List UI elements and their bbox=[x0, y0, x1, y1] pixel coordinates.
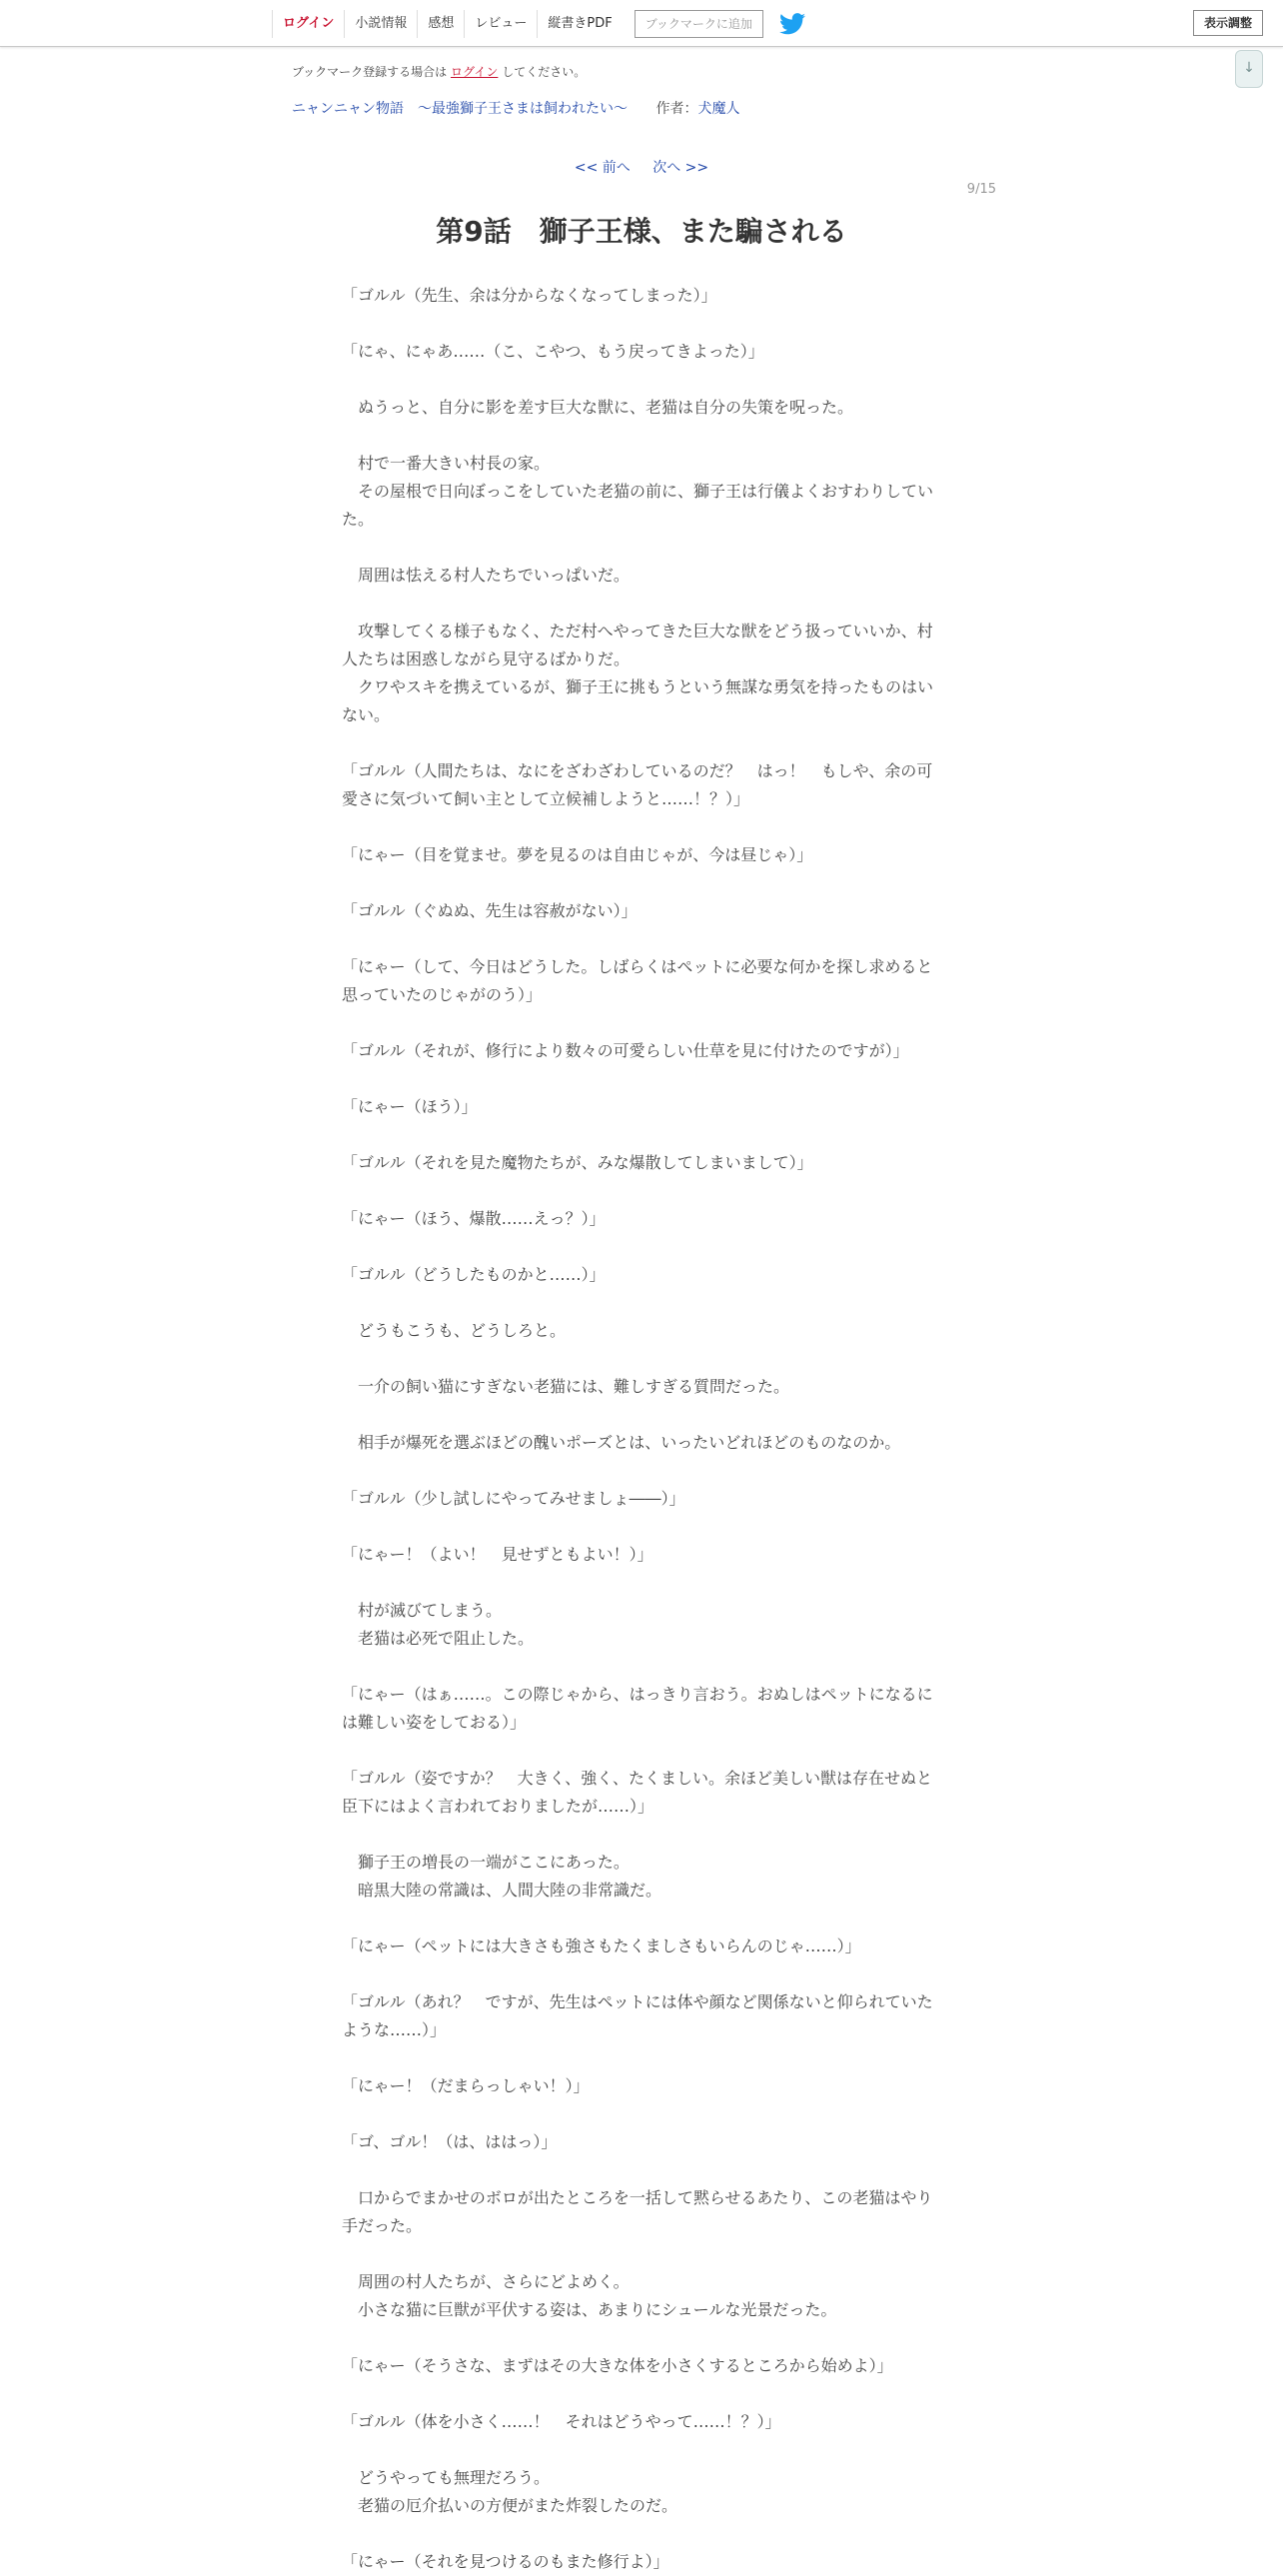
notice-login-link[interactable]: ログイン bbox=[451, 65, 499, 79]
blank-line bbox=[342, 1233, 937, 1261]
blank-line bbox=[342, 534, 937, 562]
series-title-link[interactable]: ニャンニャン物語 ～最強獅子王さまは飼われたい～ bbox=[292, 101, 628, 117]
notice-text-after: してください。 bbox=[502, 65, 587, 79]
body-paragraph: どうやっても無理だろう。 bbox=[342, 2468, 551, 2487]
chapter-title: 第9話 獅子王様、また騙される bbox=[436, 215, 847, 248]
body-paragraph: 「ゴルル（体を小さく……！ それはどうやって……！？）」 bbox=[342, 2412, 781, 2431]
blank-line bbox=[342, 1821, 937, 1849]
series-info bbox=[292, 98, 739, 118]
body-paragraph: 相手が爆死を選ぶほどの醜いポーズとは、いったいどれほどのものなのか。 bbox=[342, 1433, 901, 1452]
top-header bbox=[0, 0, 1283, 47]
body-paragraph: 「ゴルル（どうしたものかと……）」 bbox=[342, 1265, 606, 1284]
author-label: 作者： bbox=[655, 101, 698, 117]
blank-line bbox=[342, 422, 937, 450]
body-paragraph: ぬうっと、自分に影を差す巨大な獣に、老猫は自分の失策を呪った。 bbox=[342, 398, 854, 417]
blank-line bbox=[342, 1457, 937, 1485]
blank-line bbox=[342, 1401, 937, 1429]
blank-line bbox=[342, 1121, 937, 1149]
body-paragraph: 「にゃー（ほう）」 bbox=[342, 1097, 478, 1116]
blank-line bbox=[342, 1513, 937, 1541]
top-nav bbox=[272, 10, 807, 38]
blank-line bbox=[342, 1960, 937, 1988]
page-count: 9/15 bbox=[966, 182, 996, 197]
chapter-pager bbox=[0, 157, 1283, 177]
twitter-bird-svg bbox=[779, 13, 805, 35]
body-paragraph: 「にゃ、にゃあ……（こ、こやつ、もう戻ってきよった）」 bbox=[342, 342, 764, 361]
nav-impressions[interactable]: 感想 bbox=[417, 10, 464, 38]
blank-line bbox=[342, 729, 937, 757]
body-paragraph: 「にゃー（はぁ……。この際じゃから、はっきり言おう。おぬしはペットになるには難しい姿をしておる）」 bbox=[342, 1685, 933, 1732]
blank-line bbox=[342, 1905, 937, 1932]
body-paragraph: 周囲は怯える村人たちでいっぱいだ。 bbox=[342, 566, 630, 585]
blank-line bbox=[342, 310, 937, 338]
body-paragraph: 村で一番大きい村長の家。 bbox=[342, 454, 551, 473]
body-paragraph: 「にゃー（そうさな、まずはその大きな体を小さくするところから始めよ）」 bbox=[342, 2356, 893, 2375]
body-paragraph: 暗黒大陸の常識は、人間大陸の非常識だ。 bbox=[342, 1881, 662, 1900]
blank-line bbox=[342, 2156, 937, 2184]
body-paragraph: 「ゴルル（先生、余は分からなくなってしまった）」 bbox=[342, 286, 717, 305]
blank-line bbox=[342, 869, 937, 897]
nav-novel-info[interactable]: 小説情報 bbox=[344, 10, 417, 38]
author-name-link[interactable]: 犬魔人 bbox=[697, 101, 740, 117]
blank-line bbox=[342, 2324, 937, 2352]
body-paragraph: 老猫の厄介払いの方便がまた炸裂したのだ。 bbox=[342, 2496, 678, 2515]
blank-line bbox=[342, 1569, 937, 1597]
nav-login[interactable]: ログイン bbox=[272, 10, 344, 38]
add-bookmark-button[interactable]: ブックマークに追加 bbox=[635, 10, 763, 38]
blank-line bbox=[342, 1737, 937, 1765]
chapter-body bbox=[342, 282, 937, 2576]
blank-line bbox=[342, 2520, 937, 2548]
blank-line bbox=[342, 2380, 937, 2408]
body-paragraph: 「にゃー！（よい！ 見せずともよい！）」 bbox=[342, 1545, 653, 1564]
body-paragraph: 老猫は必死で阻止した。 bbox=[342, 1629, 535, 1648]
scroll-down-button[interactable]: ↓ bbox=[1235, 50, 1263, 88]
body-paragraph: 一介の飼い猫にすぎない老猫には、難しすぎる質問だった。 bbox=[342, 1377, 790, 1396]
body-paragraph: その屋根で日向ぼっこをしていた老猫の前に、獅子王は行儀よくおすわりしていた。 bbox=[342, 482, 934, 529]
body-paragraph: 「ゴルル（人間たちは、なにをざわざわしているのだ？ はっ！ もしや、余の可愛さに気づいて飼い主として立候補しようと……！？）」 bbox=[342, 761, 933, 808]
body-paragraph: 「ゴルル（少し試しにやってみせましょ――）」 bbox=[342, 1489, 685, 1508]
body-paragraph: クワやスキを携えているが、獅子王に挑もうという無謀な勇気を持ったものはいない。 bbox=[342, 677, 934, 724]
blank-line bbox=[342, 1289, 937, 1317]
blank-line bbox=[342, 1653, 937, 1681]
blank-line bbox=[342, 1065, 937, 1093]
body-paragraph: 小さな猫に巨獣が平伏する姿は、あまりにシュールな光景だった。 bbox=[342, 2300, 837, 2319]
bookmark-login-notice bbox=[292, 63, 586, 80]
nav-vertical-pdf[interactable]: 縦書きPDF bbox=[537, 10, 622, 38]
blank-line bbox=[342, 2100, 937, 2128]
body-paragraph: 「にゃー（して、今日はどうした。しばらくはペットに必要な何かを探し求めると思っていたのじゃがのう）」 bbox=[342, 957, 933, 1004]
body-paragraph: 「ゴルル（それを見た魔物たちが、みな爆散してしまいまして）」 bbox=[342, 1153, 813, 1172]
blank-line bbox=[342, 1009, 937, 1037]
body-paragraph: どうもこうも、どうしろと。 bbox=[342, 1321, 567, 1340]
prev-chapter-link[interactable]: << 前へ bbox=[574, 160, 631, 176]
body-paragraph: 口からでまかせのボロが出たところを一括して黙らせるあたり、この老猫はやり手だった。 bbox=[342, 2188, 933, 2235]
blank-line bbox=[342, 813, 937, 841]
body-paragraph: 「にゃー（ペットには大きさも強さもたくましさもいらんのじゃ……）」 bbox=[342, 1936, 861, 1955]
blank-line bbox=[342, 1177, 937, 1205]
nav-review[interactable]: レビュー bbox=[464, 10, 537, 38]
body-paragraph: 「ゴ、ゴル！（は、ははっ）」 bbox=[342, 2132, 558, 2151]
blank-line bbox=[342, 590, 937, 618]
body-paragraph: 「にゃー！（だまらっしゃい！）」 bbox=[342, 2076, 590, 2095]
body-paragraph: 「にゃー（ほう、爆散……えっ？）」 bbox=[342, 1209, 606, 1228]
blank-line bbox=[342, 366, 937, 394]
body-paragraph: 村が滅びてしまう。 bbox=[342, 1601, 503, 1620]
twitter-bird-icon[interactable] bbox=[779, 12, 807, 36]
body-paragraph: 獅子王の増長の一端がここにあった。 bbox=[342, 1853, 630, 1872]
blank-line bbox=[342, 1345, 937, 1373]
blank-line bbox=[342, 2044, 937, 2072]
body-paragraph: 周囲の村人たちが、さらにどよめく。 bbox=[342, 2272, 630, 2291]
body-paragraph: 「にゃー（目を覚ませ。夢を見るのは自由じゃが、今は昼じゃ）」 bbox=[342, 845, 813, 864]
next-chapter-link[interactable]: 次へ >> bbox=[652, 160, 709, 176]
body-paragraph: 「ゴルル（それが、修行により数々の可愛らしい仕草を見に付けたのですが）」 bbox=[342, 1041, 909, 1060]
body-paragraph: 「にゃー（それを見つけるのもまた修行よ）」 bbox=[342, 2552, 669, 2571]
body-paragraph: 攻撃してくる様子もなく、ただ村へやってきた巨大な獣をどう扱っていいか、村人たちは困惑しながら見守るばかりだ。 bbox=[342, 622, 933, 668]
blank-line bbox=[342, 2436, 937, 2464]
body-paragraph: 「ゴルル（ぐぬぬ、先生は容赦がない）」 bbox=[342, 901, 638, 920]
display-settings-button[interactable]: 表示調整 bbox=[1193, 10, 1263, 36]
blank-line bbox=[342, 2240, 937, 2268]
body-paragraph: 「ゴルル（姿ですか？ 大きく、強く、たくましい。余ほど美しい獣は存在せぬと臣下にはよく言われておりましたが……）」 bbox=[342, 1769, 932, 1816]
body-paragraph: 「ゴルル（あれ？ ですが、先生はペットには体や顔など関係ないと仰られていたような……）」 bbox=[342, 1992, 933, 2039]
blank-line bbox=[342, 925, 937, 953]
notice-text-before: ブックマーク登録する場合は bbox=[292, 65, 448, 79]
